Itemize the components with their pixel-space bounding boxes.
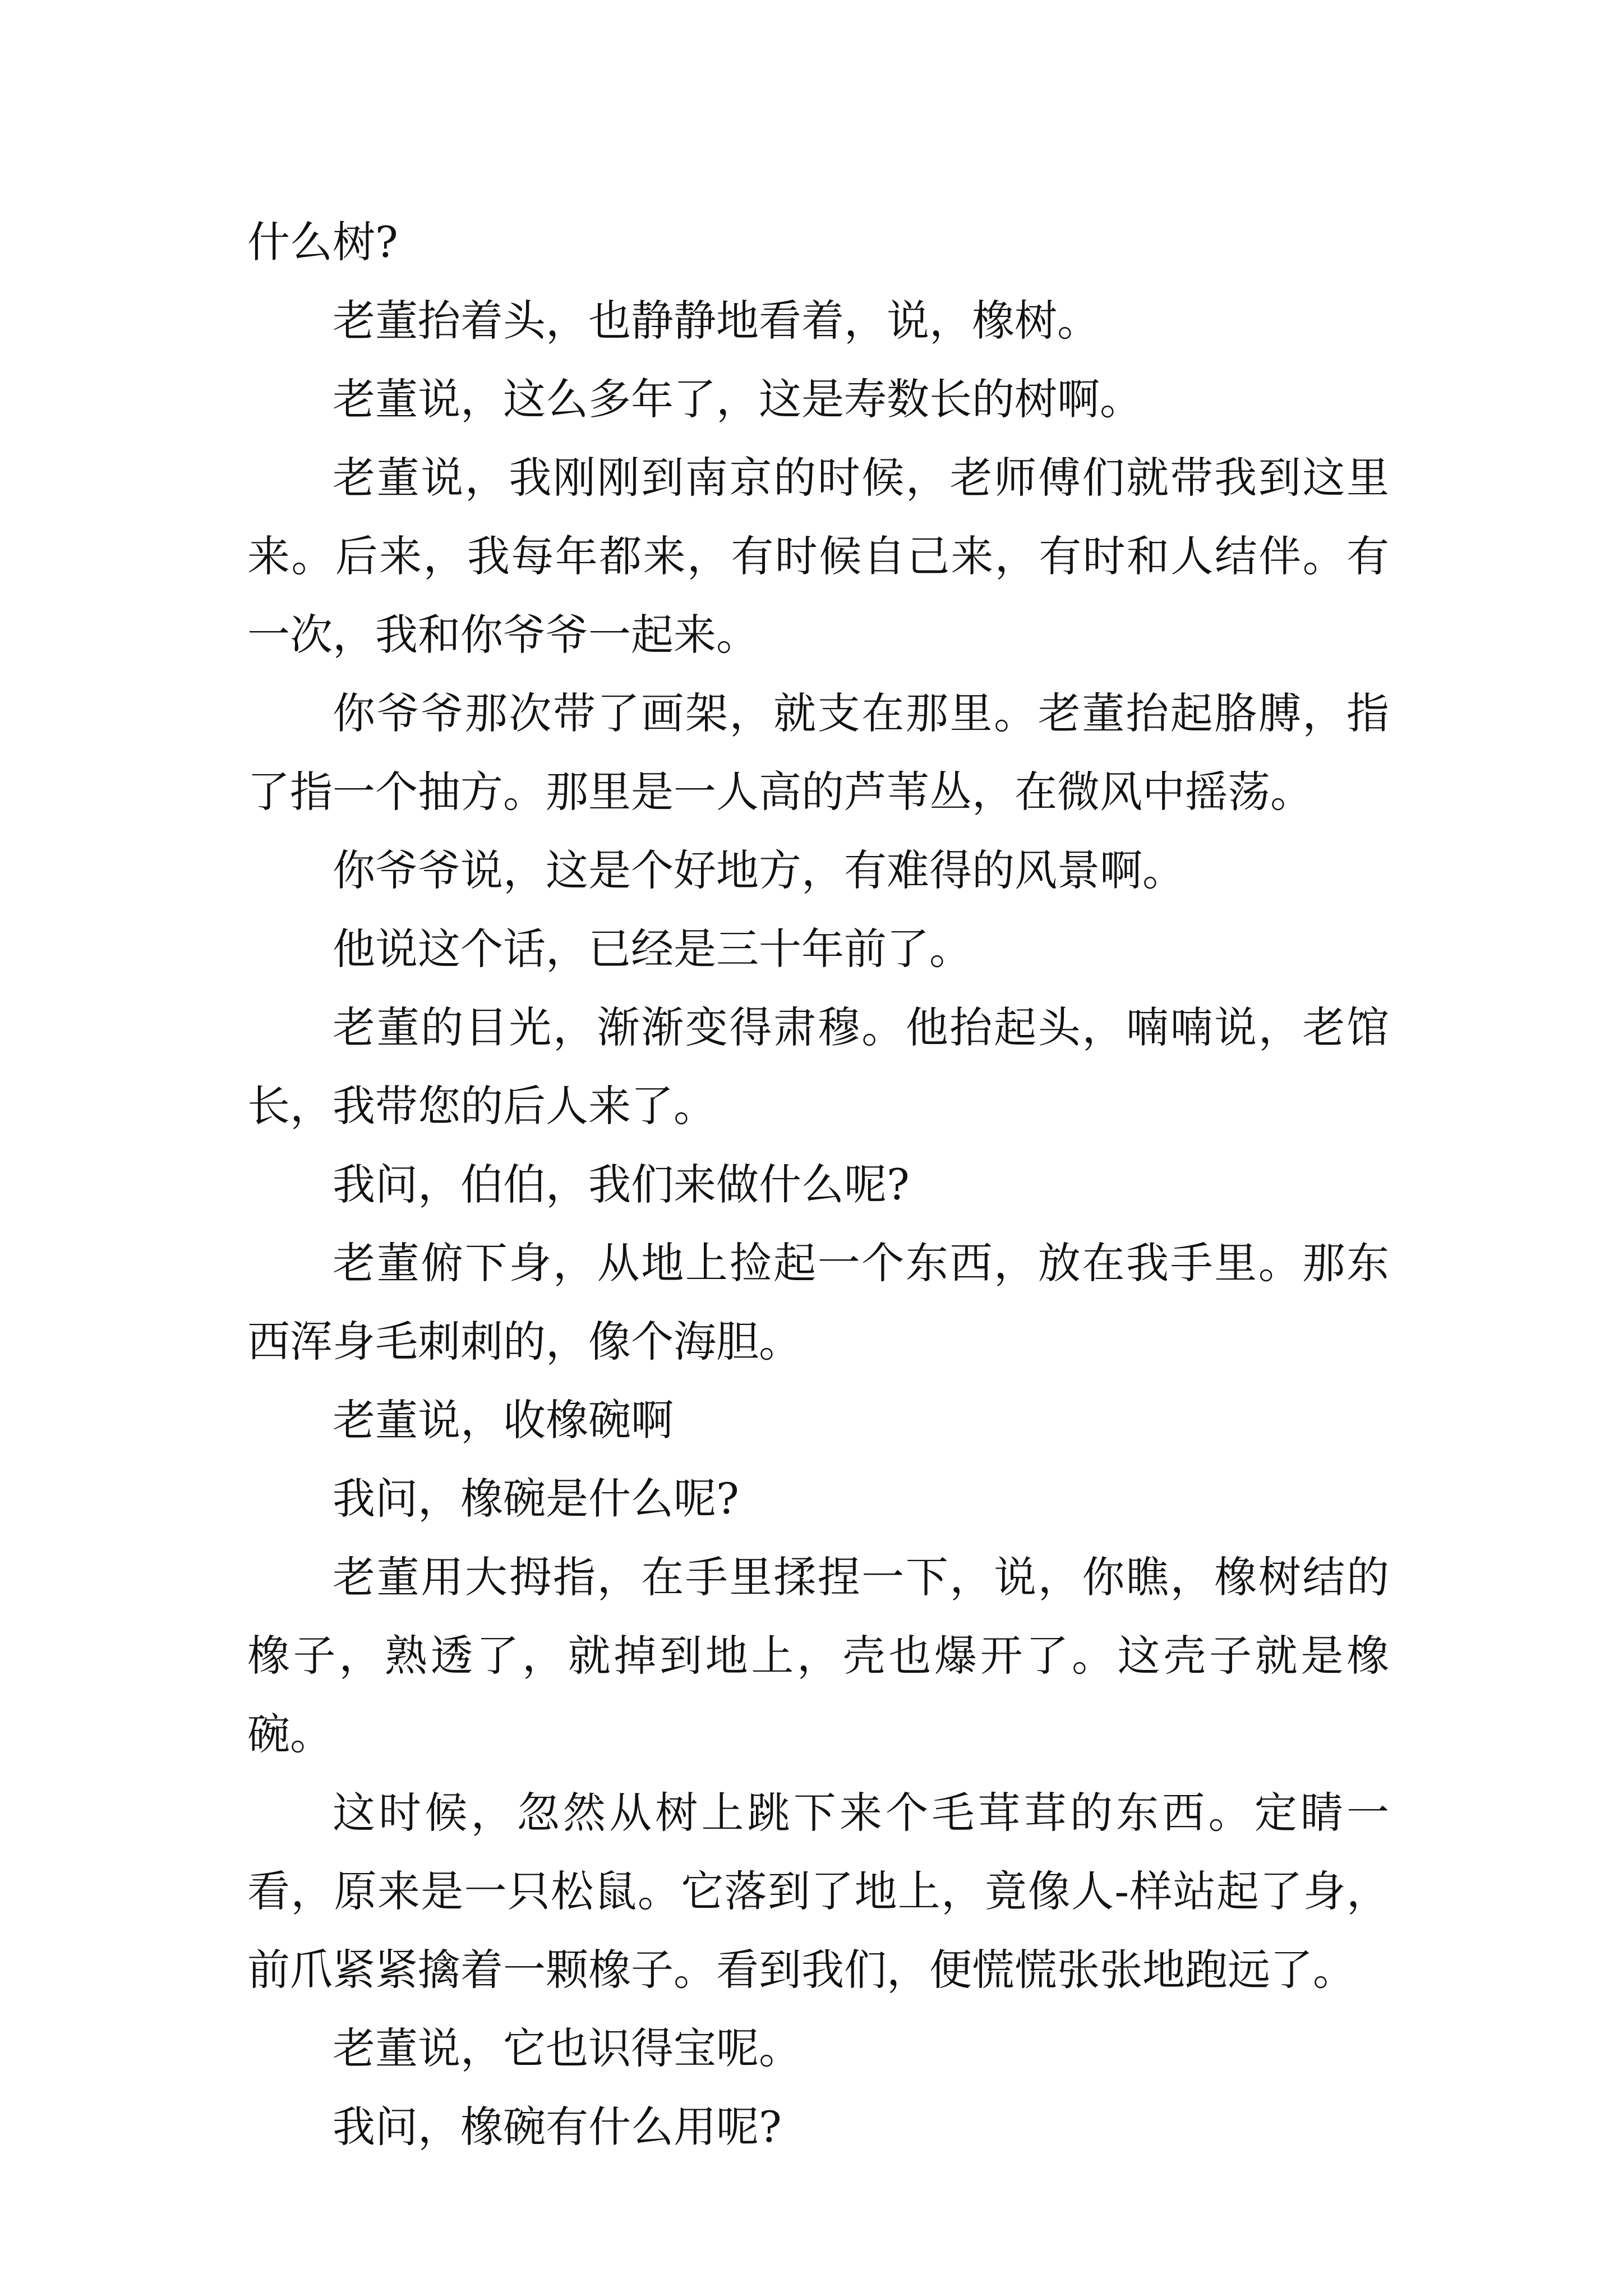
paragraph-8: 老董的目光，渐渐变得肃穆。他抬起头，喃喃说，老馆长，我带您的后人来了。 — [247, 1002, 1389, 1131]
paragraph-14: 这时候，忽然从树上跳下来个毛茸茸的东西。定睛一看，原来是一只松鼠。它落到了地上，竟像人-样站起了身，前爪紧紧擒着一颗橡子。看到我们，便慌慌张张地跑远了。 — [247, 1788, 1389, 1995]
paragraph-4: 老董说，我刚刚到南京的时候，老师傅们就带我到这里来。后来，我每年都来，有时候自己来，有时和人结伴。有一次，我和你爷爷一起来。 — [247, 453, 1389, 660]
document-page — [247, 203, 1389, 2166]
paragraph-9: 我问，伯伯，我们来做什么呢? — [333, 1159, 910, 1209]
paragraph-13: 老董用大拇指，在手里揉捏一下，说，你瞧，橡树结的橡子，熟透了，就掉到地上，壳也爆开了。这壳子就是橡碗。 — [247, 1552, 1389, 1759]
paragraph-15: 老董说，它也识得宝呢。 — [333, 2023, 801, 2073]
paragraph-6: 你爷爷说，这是个好地方，有难得的风景啊。 — [333, 845, 1185, 895]
paragraph-1: 什么树? — [247, 217, 398, 267]
paragraph-5: 你爷爷那次带了画架，就支在那里。老董抬起胳膊，指了指一个抽方。那里是一人高的芦苇丛，在微风中摇荡。 — [247, 688, 1389, 817]
paragraph-16: 我问，橡碗有什么用呢? — [333, 2102, 782, 2152]
paragraph-10: 老董俯下身，从地上捡起一个东西，放在我手里。那东西浑身毛刺刺的，像个海胆。 — [247, 1238, 1389, 1366]
paragraph-2: 老董抬着头，也静静地看着，说，橡树。 — [333, 296, 1100, 346]
paragraph-12: 我问，橡碗是什么呢? — [333, 1474, 739, 1524]
paragraph-3: 老董说，这么多年了，这是寿数长的树啊。 — [333, 374, 1142, 424]
paragraph-7: 他说这个话，已经是三十年前了。 — [333, 924, 972, 974]
paragraph-11: 老董说，收橡碗啊 — [333, 1395, 674, 1445]
